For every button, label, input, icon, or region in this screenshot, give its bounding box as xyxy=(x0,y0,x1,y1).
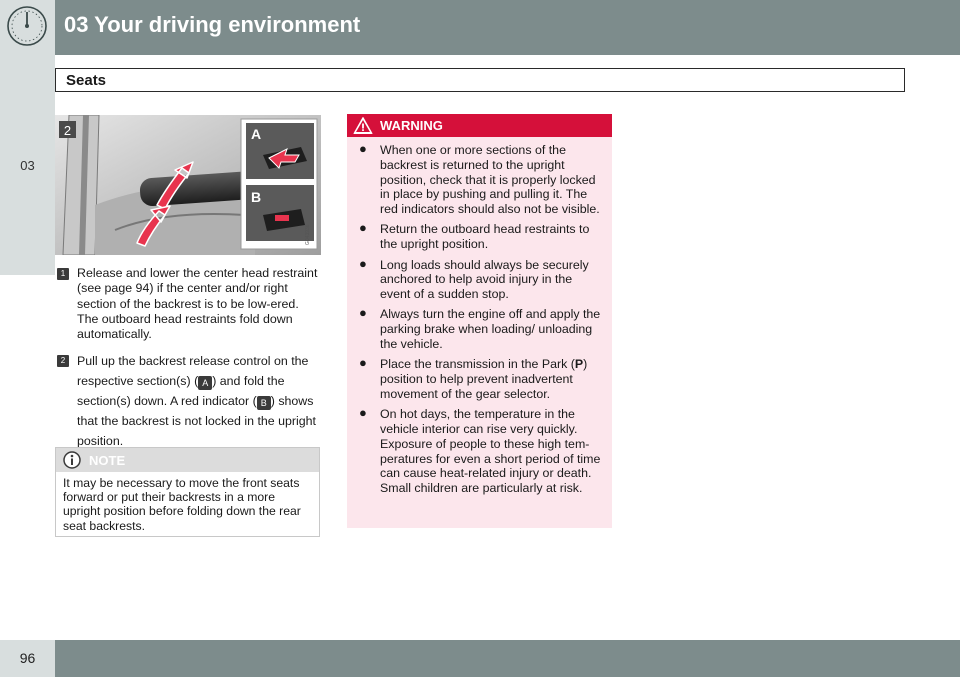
warning-box xyxy=(347,114,612,528)
chapter-tab-label: 03 xyxy=(20,158,35,173)
bullet-icon: ● xyxy=(359,305,367,321)
bullet-icon: ● xyxy=(359,220,367,236)
instruction-steps xyxy=(55,266,321,460)
warning-item xyxy=(347,357,604,401)
info-icon xyxy=(63,451,81,474)
section-header xyxy=(55,68,905,92)
step-number-badge: 2 xyxy=(57,355,69,367)
label-b-badge: B xyxy=(257,396,271,410)
step-text: Release and lower the center head restraint (see page 94) if the center and/or right section of the backrest is to be low-ered. The outboard head restraints fold down automatically. xyxy=(77,266,318,342)
warning-title: WARNING xyxy=(380,118,443,133)
warning-item xyxy=(347,407,604,496)
park-position-label: P xyxy=(574,357,584,372)
step-1 xyxy=(55,266,321,342)
bullet-icon: ● xyxy=(359,405,367,421)
gauge-icon xyxy=(0,0,55,55)
inset-label-a: A xyxy=(251,126,262,142)
bullet-icon: ● xyxy=(359,255,367,271)
illustration-step-badge: 2 xyxy=(63,123,72,138)
warning-item-text: Return the outboard head restraints to the upright position. xyxy=(380,222,590,252)
step-text: Pull up the backrest release control on the respective section(s) ( xyxy=(77,354,309,389)
inset-label-b: B xyxy=(251,189,262,205)
step-text: ) shows that the backrest is not locked in the upright position. xyxy=(77,394,317,449)
section-title: Seats xyxy=(66,72,107,89)
warning-item-text: Always turn the engine off and apply the parking brake when loading/ unloading the vehicle. xyxy=(380,307,601,352)
warning-item xyxy=(347,307,604,351)
warning-triangle-icon xyxy=(353,116,373,140)
bullet-icon: ● xyxy=(359,141,367,156)
step-text: ) and fold the section(s) down. A red indicator ( xyxy=(77,374,285,409)
warning-item-text: Place the transmission in the Park ( xyxy=(380,357,575,372)
bullet-icon: ● xyxy=(359,355,367,371)
footer-bar xyxy=(0,640,960,677)
step-2 xyxy=(55,351,321,451)
warning-item xyxy=(347,222,604,252)
warning-list xyxy=(347,137,612,496)
note-text: It may be necessary to move the front seats forward or put their backrests in a more upright position before folding down the rear seat backrests. xyxy=(63,476,301,533)
warning-item-text: When one or more sections of the backrest is returned to the upright position, check that it is properly locked in place by pushing and pulling it. The red indicators should also not be visible. xyxy=(380,143,600,217)
warning-item xyxy=(347,255,604,302)
image-code: G043936 xyxy=(305,224,311,245)
note-title: NOTE xyxy=(89,453,126,468)
note-box xyxy=(55,447,320,537)
step-number-badge: 1 xyxy=(57,268,69,280)
warning-item-text: ) position to help prevent inadvertent movement of the gear selector. xyxy=(380,357,588,401)
warning-item xyxy=(347,143,604,217)
warning-header xyxy=(347,114,612,137)
chapter-title: 03 Your driving environment xyxy=(64,12,361,37)
warning-item-text: On hot days, the temperature in the vehicle interior can rise very quickly. Exposure of people to these high tem-peratures for even a short period of time can cause heat-related injury or death. Small children are particularly at risk. xyxy=(380,407,601,496)
label-a-badge: A xyxy=(198,376,212,390)
warning-item-text: Long loads should always be securely anchored to help avoid injury in the event of a sudden stop. xyxy=(380,257,589,302)
page-number: 96 xyxy=(19,650,36,666)
note-header xyxy=(56,448,319,472)
seat-folding-illustration xyxy=(55,115,321,255)
